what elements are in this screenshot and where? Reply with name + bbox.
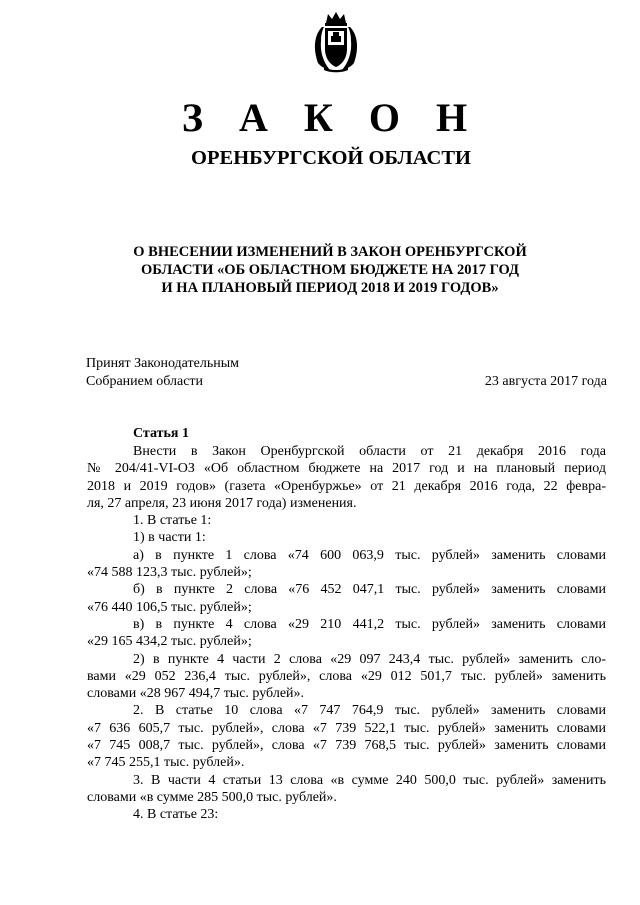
document-subtitle: ОРЕНБУРГСКОЙ ОБЛАСТИ — [191, 147, 471, 169]
law-title-line: ОБЛАСТИ «ОБ ОБЛАСТНОМ БЮДЖЕТЕ НА 2017 ГОД — [140, 262, 520, 278]
oblast-coat-of-arms-icon — [312, 9, 360, 73]
document-title: З А К О Н — [181, 95, 481, 140]
body-line: 2) в пункте 4 части 2 слова «29 097 243,4 тыс. рублей» заменить сло- — [133, 651, 606, 667]
body-line: а) в пункте 1 слова «74 600 063,9 тыс. рублей» заменить словами — [133, 547, 606, 563]
body-line: 2018 и 2019 годов» (газета «Оренбуржье» от 21 декабря 2016 года, 22 февра- — [87, 478, 606, 494]
body-line: 3. В части 4 статьи 13 слова «в сумме 240 500,0 тыс. рублей» заменить — [133, 772, 606, 788]
body-line: вами «29 052 236,4 тыс. рублей», слова «29 012 501,7 тыс. рублей» заменить — [87, 668, 606, 684]
law-title-line: О ВНЕСЕНИИ ИЗМЕНЕНИЙ В ЗАКОН ОРЕНБУРГСКОЙ — [133, 244, 527, 260]
body-line: 1) в части 1: — [133, 530, 206, 546]
body-line: словами «в сумме 285 500,0 тыс. рублей». — [87, 789, 337, 805]
body-line: 4. В статье 23: — [133, 807, 219, 823]
body-line: № 204/41-VI-ОЗ «Об областном бюджете на 2017 год и на плановый период — [87, 461, 606, 477]
body-line: Внести в Закон Оренбургской области от 21 декабря 2016 года — [133, 444, 606, 459]
article-body — [87, 443, 606, 824]
body-line: 1. В статье 1: — [133, 513, 212, 529]
body-line: «7 745 255,1 тыс. рублей». — [87, 755, 245, 771]
body-line: «29 165 434,2 тыс. рублей»; — [87, 634, 252, 650]
law-title — [0, 243, 640, 297]
body-line: «74 588 123,3 тыс. рублей»; — [87, 565, 252, 581]
adoption-date: 23 августа 2017 года — [484, 374, 607, 389]
body-line: б) в пункте 2 слова «76 452 047,1 тыс. рублей» заменить словами — [133, 582, 606, 598]
adopted-line: Принят Законодательным — [86, 356, 239, 371]
adopted-by — [86, 355, 239, 391]
body-line: в) в пункте 4 слова «29 210 441,2 тыс. рублей» заменить словами — [133, 616, 606, 632]
law-title-line: И НА ПЛАНОВЫЙ ПЕРИОД 2018 И 2019 ГОДОВ» — [161, 280, 499, 296]
body-line: ля, 27 апреля, 23 июня 2017 года) изменения. — [87, 495, 357, 511]
body-line: «7 636 605,7 тыс. рублей», слова «7 739 522,1 тыс. рублей» заменить словами — [87, 720, 606, 736]
body-line: словами «28 967 494,7 тыс. рублей». — [87, 686, 305, 702]
body-line: «76 440 106,5 тыс. рублей»; — [87, 599, 252, 615]
adopted-line: Собранием области — [86, 374, 204, 389]
body-line: 2. В статье 10 слова «7 747 764,9 тыс. рублей» заменить словами — [133, 703, 606, 719]
article-heading: Статья 1 — [133, 426, 189, 441]
body-line: «7 745 008,7 тыс. рублей», слова «7 739 768,5 тыс. рублей» заменить словами — [87, 738, 606, 754]
